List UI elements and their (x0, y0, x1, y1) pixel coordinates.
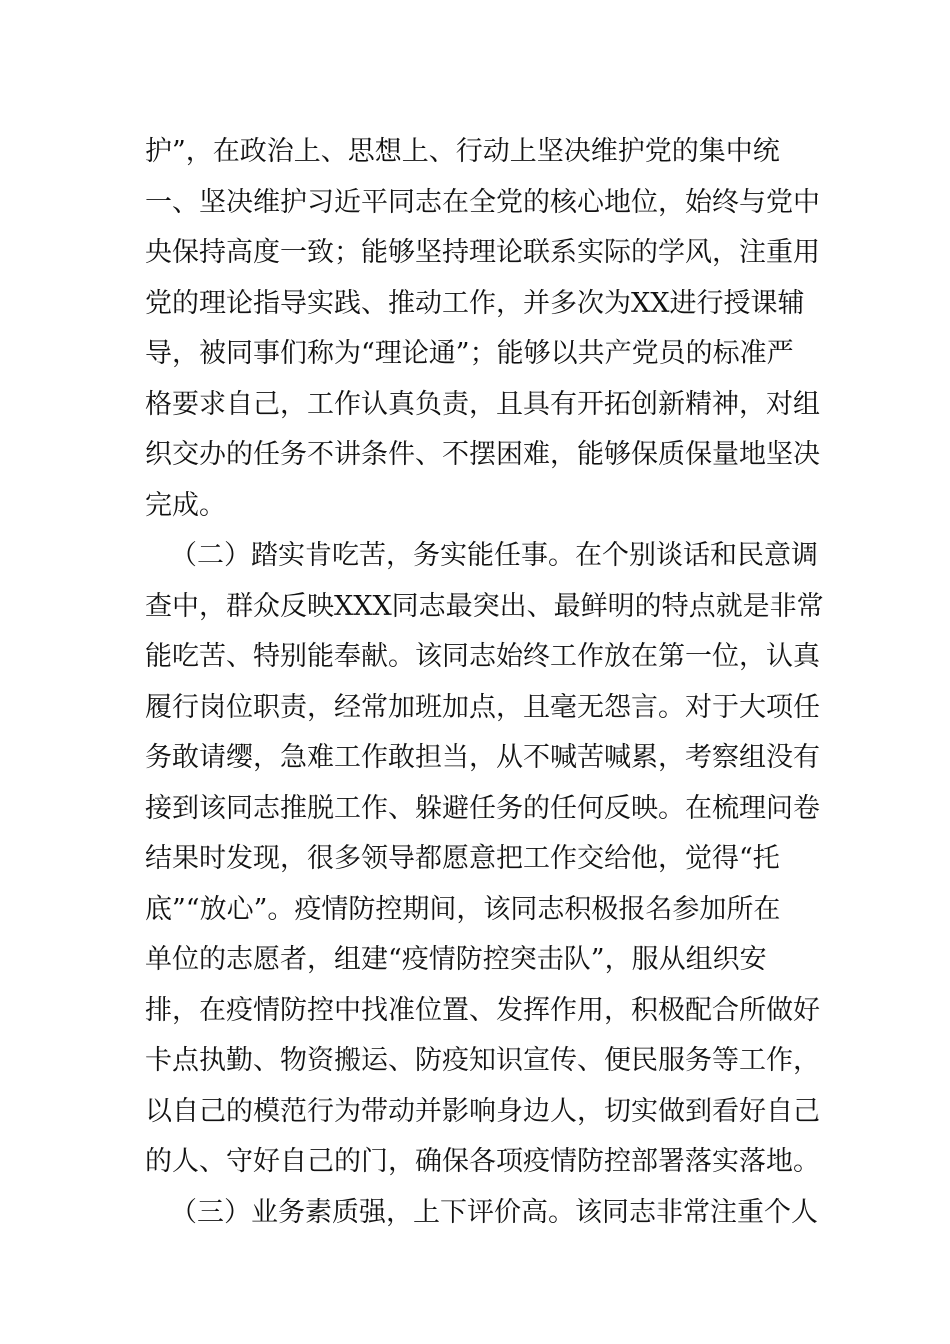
text-line: 完成。 (145, 489, 226, 521)
section-heading-line: （三）业务素质强，上下评价高。该同志非常注重个人 (170, 1196, 818, 1228)
text-line: 底”“放心”。疫情防控期间，该同志积极报名参加所在 (145, 893, 781, 925)
text-line: 务敢请缨，急难工作敢担当，从不喊苦喊累，考察组没有 (145, 742, 820, 773)
text-line: 能吃苦、特别能奉献。该同志始终工作放在第一位，认真 (145, 641, 820, 672)
text-line: 查中，群众反映XXX同志最突出、最鲜明的特点就是非常 (145, 590, 824, 622)
text-line: 接到该同志推脱工作、躲避任务的任何反映。在梳理问卷 (145, 792, 820, 824)
text-line: 结果时发现，很多领导都愿意把工作交给他，觉得“托 (145, 843, 780, 874)
text-line: 一、坚决维护习近平同志在全党的核心地位，始终与党中 (145, 186, 820, 218)
text-line: 履行岗位职责，经常加班加点，且毫无怨言。对于大项任 (145, 691, 820, 723)
text-line: 单位的志愿者，组建“疫情防控突击队”，服从组织安 (145, 944, 767, 975)
text-line: 导，被同事们称为“理论通”；能够以共产党员的标准严 (145, 338, 794, 369)
text-line: 卡点执勤、物资搬运、防疫知识宣传、便民服务等工作， (145, 1045, 820, 1076)
text-line: 的人、守好自己的门，确保各项疫情防控部署落实落地。 (145, 1146, 820, 1177)
text-line: 央保持高度一致；能够坚持理论联系实际的学风，注重用 (145, 237, 820, 268)
text-line: 护”，在政治上、思想上、行动上坚决维护党的集中统 (145, 136, 780, 167)
text-line: 以自己的模范行为带动并影响身边人，切实做到看好自己 (145, 1095, 820, 1127)
text-line: 格要求自己，工作认真负责，且具有开拓创新精神，对组 (145, 388, 820, 420)
body-text (145, 127, 824, 1238)
text-line: 织交办的任务不讲条件、不摆困难，能够保质保量地坚决 (145, 439, 820, 470)
section-heading-line: （二）踏实肯吃苦，务实能任事。在个别谈话和民意调 (170, 540, 818, 571)
text-line: 排，在疫情防控中找准位置、发挥作用，积极配合所做好 (145, 994, 820, 1026)
text-line: 党的理论指导实践、推动工作，并多次为XX进行授课辅 (145, 287, 805, 319)
